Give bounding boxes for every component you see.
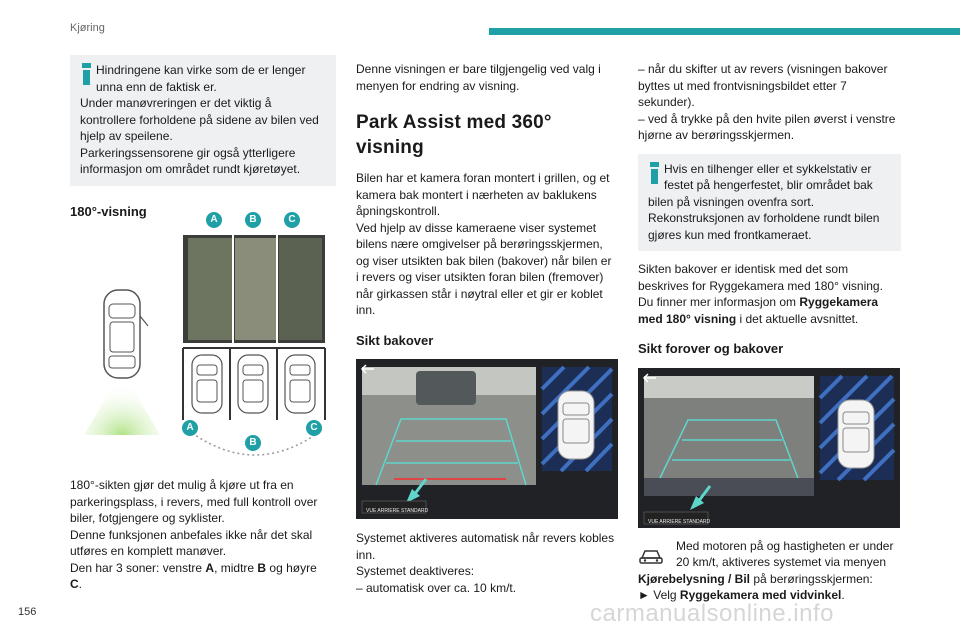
body-line: kamera bak montert i nærheten av baklukens — [356, 187, 597, 202]
body-line: Du finner mer informasjon om Ryggekamera — [638, 295, 879, 309]
body-line: Kjørebelysning / Bil på berøringsskjermen: — [638, 571, 873, 586]
body-line: – automatisk over ca. 10 km/t. — [356, 580, 517, 595]
section-heading: Park Assist med 360° visning — [356, 112, 552, 158]
info-line: Hvis en tilhenger eller et sykkelstativ er — [664, 161, 872, 176]
info-line: gjøres kun med frontkameraet. — [648, 227, 812, 242]
intro-line: Denne visningen er bare tilgjengelig ved valg i — [356, 62, 601, 76]
body-line: – ved å trykke på den hvite pilen øverst i venstre — [638, 111, 896, 126]
body-line: med 180° visning i det aktuelle avsnittet. — [638, 311, 859, 326]
page-number: 156 — [18, 606, 37, 618]
body-line: i revers og viser utsikten foran bilen (fremover) — [356, 270, 604, 284]
rear-camera-screen — [356, 359, 618, 519]
body-line: inn. — [356, 303, 376, 317]
body-line: Systemet deaktiveres: — [356, 564, 475, 578]
column-1 — [70, 55, 336, 593]
body-line: – når du skifter ut av revers (visningen bakover — [638, 62, 888, 76]
subheading-rear-view: Sikt bakover — [356, 332, 434, 348]
watermark: carmanualsonline.info — [590, 600, 834, 627]
zone-label-b-bottom: B — [245, 435, 261, 451]
intro-line: menyen for endring av visning. — [356, 78, 520, 93]
action-line: ► Velg Ryggekamera med vidvinkel. — [638, 588, 845, 602]
parking-diagram — [70, 230, 336, 485]
info-icon — [82, 63, 91, 85]
body-line: når girkassen står i nøytral eller et gir er koblet — [356, 286, 603, 301]
body-line: og viser utsikten bak bilen (bakover) når bilen er — [356, 253, 612, 268]
body-line: biler, fotgjengere og syklister. — [70, 511, 225, 525]
body-line: Bilen har et kamera foran montert i grillen, og et — [356, 171, 610, 185]
header-accent-bar — [489, 28, 960, 35]
info-line: bilen på visningen ovenfra sort. — [648, 194, 815, 209]
column-3 — [638, 55, 901, 604]
body-line: Systemet aktiveres automatisk når revers kobles — [356, 531, 615, 545]
body-line: Denne funksjonen anbefales ikke når det skal — [70, 527, 313, 542]
screen-label: VUE ARRIERE STANDARD — [648, 518, 711, 525]
info-line: Parkeringssensorene gir også ytterligere — [80, 145, 296, 160]
back-arrow-icon[interactable] — [358, 361, 378, 375]
zone-label-a-top: A — [206, 212, 222, 228]
zone-label-c-bottom: C — [306, 420, 322, 436]
body-line: Sikten bakover er identisk med det som — [638, 262, 849, 276]
info-line: hjelp av speilene. — [80, 129, 173, 143]
subheading-front-rear-view: Sikt forover og bakover — [638, 341, 784, 356]
180-view-illustration — [70, 214, 336, 485]
body-line: hjørne av berøringsskjermen. — [638, 128, 795, 142]
info-line: festet på hengerfestet, blir området bak — [664, 178, 873, 192]
info-line: kontrollere forholdene på sidene av bilen ved — [80, 112, 319, 127]
info-line: unna enn de faktisk er. — [96, 79, 217, 94]
column-2 — [356, 55, 618, 596]
body-line: bilens nære omgivelser på berøringsskjermen, — [356, 237, 603, 251]
body-line: utføres en komplett manøver. — [70, 544, 227, 558]
body-line: inn. — [356, 547, 376, 562]
zone-label-c-top: C — [284, 212, 300, 228]
body-line: Med motoren på og hastigheten er under — [676, 538, 894, 553]
front-rear-camera-screen — [638, 368, 900, 528]
zones-line: Den har 3 soner: venstre A, midtre B og høyre — [70, 560, 317, 575]
back-arrow-icon[interactable] — [640, 370, 660, 384]
parked-car-c-icon — [285, 355, 315, 413]
info-box — [638, 154, 901, 252]
body-line: beskrives for Ryggekamera med 180° visning. — [638, 278, 883, 293]
car-top-view-icon — [104, 290, 148, 378]
section-header: Kjøring — [70, 22, 105, 34]
body-line: sekunder). — [638, 95, 695, 109]
info-line: Under manøvreringen er det viktig å — [80, 96, 272, 110]
zones-line-end: C. — [70, 577, 83, 591]
screen-label: VUE ARRIERE STANDARD — [366, 508, 429, 514]
info-line: Hindringene kan virke som de er lenger — [96, 63, 306, 77]
action-arrow-icon: ► — [638, 588, 650, 602]
zone-label-a-bottom: A — [182, 420, 198, 436]
info-line: Rekonstruksjonen av forholdene rundt bilen — [648, 211, 880, 225]
body-line: 180°-sikten gjør det mulig å kjøre ut fra en — [70, 478, 294, 492]
parked-car-a-icon — [192, 355, 222, 413]
body-line: parkeringsplass, i revers, med full kontroll over — [70, 494, 318, 509]
car-icon — [638, 542, 664, 568]
body-line: byttes ut med frontvisningsbildet etter 7 — [638, 78, 847, 93]
info-icon — [650, 162, 659, 184]
body-line: Ved hjelp av disse kameraene viser systemet — [356, 220, 597, 235]
info-box — [70, 55, 336, 186]
section-heading: 180°-visning — [70, 203, 147, 219]
body-line: 20 km/t, aktiveres systemet via menyen — [676, 555, 887, 569]
info-line: informasjon om området rundt kjøretøyet. — [80, 162, 301, 176]
body-line: åpningskontroll. — [356, 204, 441, 218]
zone-label-b-top: B — [245, 212, 261, 228]
parked-car-b-icon — [238, 355, 268, 413]
